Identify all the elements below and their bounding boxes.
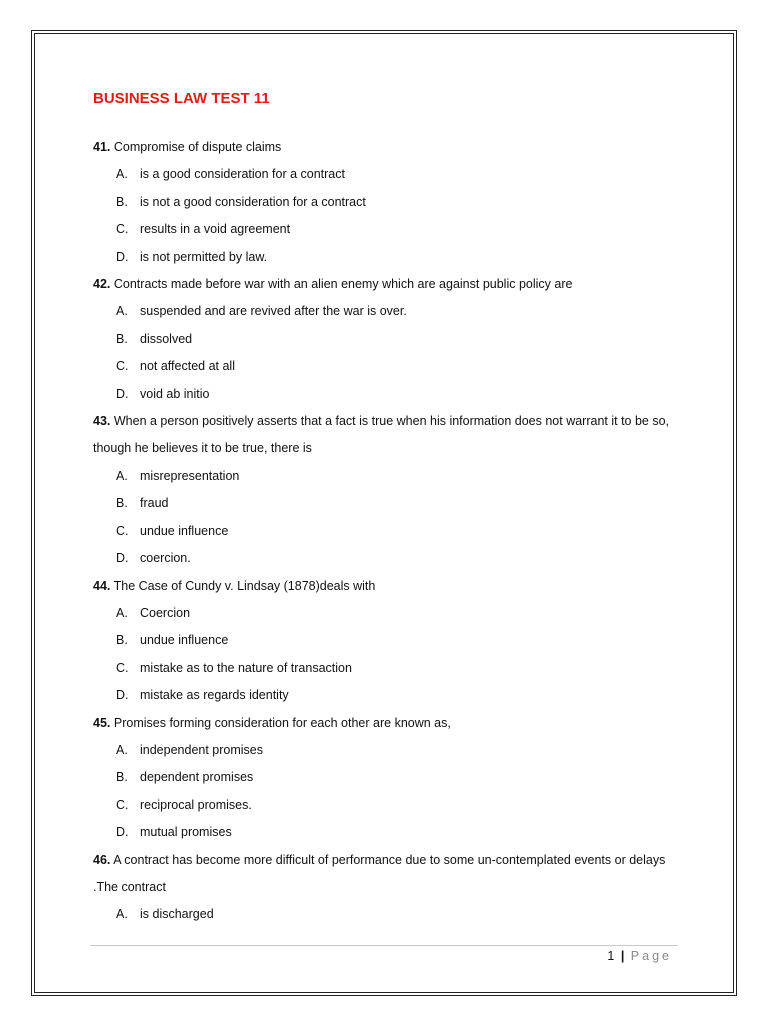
answer-option: [93, 655, 673, 682]
answer-option: [93, 353, 673, 380]
question-text: A contract has become more difficult of performance due to some un-contemplated events or delays .The contract: [93, 852, 666, 894]
option-text: mistake as to the nature of transaction: [140, 660, 352, 675]
page-footer: [607, 947, 672, 965]
option-text: void ab initio: [140, 386, 210, 401]
question-block: [93, 408, 673, 572]
option-letter: A.: [116, 907, 128, 922]
question-text: When a person positively asserts that a fact is true when his information does not warrant it to be so, though he believes it to be true, there is: [93, 414, 670, 456]
option-letter: C.: [116, 797, 129, 812]
question-stem: [93, 408, 673, 463]
answer-option: [93, 545, 673, 572]
option-letter: C.: [116, 523, 129, 538]
question-list: [93, 134, 673, 929]
option-text: fraud: [140, 496, 169, 511]
question-text: Compromise of dispute claims: [113, 140, 282, 154]
question-number: 45.: [93, 715, 111, 730]
answer-option: [93, 737, 673, 764]
answer-option: [93, 627, 673, 654]
question-text: The Case of Cundy v. Lindsay (1878)deals with: [113, 578, 376, 593]
question-stem: [93, 710, 673, 737]
option-letter: D.: [116, 551, 129, 566]
option-text: is not a good consideration for a contract: [140, 194, 366, 209]
answer-option: [93, 600, 673, 627]
footer-divider: [90, 945, 678, 946]
option-text: not affected at all: [140, 359, 235, 374]
answer-option: [93, 792, 673, 819]
option-letter: A.: [116, 605, 128, 620]
answer-option: [93, 244, 673, 271]
option-text: independent promises: [140, 742, 263, 757]
question-stem: [93, 134, 673, 161]
option-letter: D.: [116, 688, 129, 703]
question-text: Contracts made before war with an alien enemy which are against public policy are: [113, 277, 573, 292]
question-block: [93, 134, 673, 271]
option-letter: C.: [116, 359, 129, 374]
option-letter: B.: [116, 633, 128, 648]
answer-option: [93, 161, 673, 188]
answer-option: [93, 326, 673, 353]
answer-option: [93, 764, 673, 791]
option-text: mistake as regards identity: [140, 688, 289, 703]
option-text: Coercion: [140, 605, 191, 620]
answer-option: [93, 216, 673, 243]
option-text: is not permitted by law.: [140, 249, 268, 264]
option-letter: C.: [116, 222, 129, 237]
question-block: [93, 710, 673, 847]
option-letter: D.: [116, 249, 129, 264]
answer-option: [93, 381, 673, 408]
option-letter: A.: [116, 742, 128, 757]
option-letter: B.: [116, 331, 128, 346]
answer-option: [93, 518, 673, 545]
option-text: results in a void agreement: [140, 222, 291, 237]
answer-option: [93, 682, 673, 709]
question-stem: [93, 573, 673, 600]
answer-option: [93, 901, 673, 928]
option-letter: B.: [116, 770, 128, 785]
answer-option: [93, 298, 673, 325]
option-letter: D.: [116, 386, 129, 401]
option-text: is discharged: [140, 907, 214, 922]
option-text: suspended and are revived after the war is over.: [140, 304, 407, 319]
answer-option: [93, 819, 673, 846]
option-letter: A.: [116, 304, 128, 319]
question-number: 41.: [93, 140, 111, 154]
question-block: [93, 271, 673, 408]
option-text: misrepresentation: [140, 468, 240, 483]
option-text: undue influence: [140, 523, 229, 538]
document-title: BUSINESS LAW TEST 11: [93, 90, 270, 107]
question-text: Promises forming consideration for each other are known as,: [113, 715, 451, 730]
option-text: dissolved: [140, 331, 193, 346]
document-body: [93, 88, 673, 929]
option-letter: A.: [116, 468, 128, 483]
question-stem: [93, 271, 673, 298]
question-block: [93, 573, 673, 710]
answer-option: [93, 463, 673, 490]
option-text: dependent promises: [140, 770, 254, 785]
question-stem: [93, 847, 673, 902]
question-number: 43.: [93, 414, 111, 429]
footer-separator: |: [620, 949, 625, 963]
option-text: undue influence: [140, 633, 229, 648]
option-letter: B.: [116, 496, 128, 511]
page-label: Page: [630, 949, 672, 963]
answer-option: [93, 189, 673, 216]
answer-option: [93, 490, 673, 517]
option-letter: A.: [116, 167, 128, 182]
question-number: 44.: [93, 578, 111, 593]
option-text: mutual promises: [140, 825, 232, 840]
question-number: 46.: [93, 852, 111, 867]
question-number: 42.: [93, 277, 111, 292]
option-text: reciprocal promises.: [140, 797, 252, 812]
option-text: coercion.: [140, 551, 191, 566]
option-letter: D.: [116, 825, 129, 840]
question-block: [93, 847, 673, 929]
page-number: 1: [607, 949, 615, 963]
option-letter: B.: [116, 194, 128, 209]
option-text: is a good consideration for a contract: [140, 167, 345, 182]
option-letter: C.: [116, 660, 129, 675]
